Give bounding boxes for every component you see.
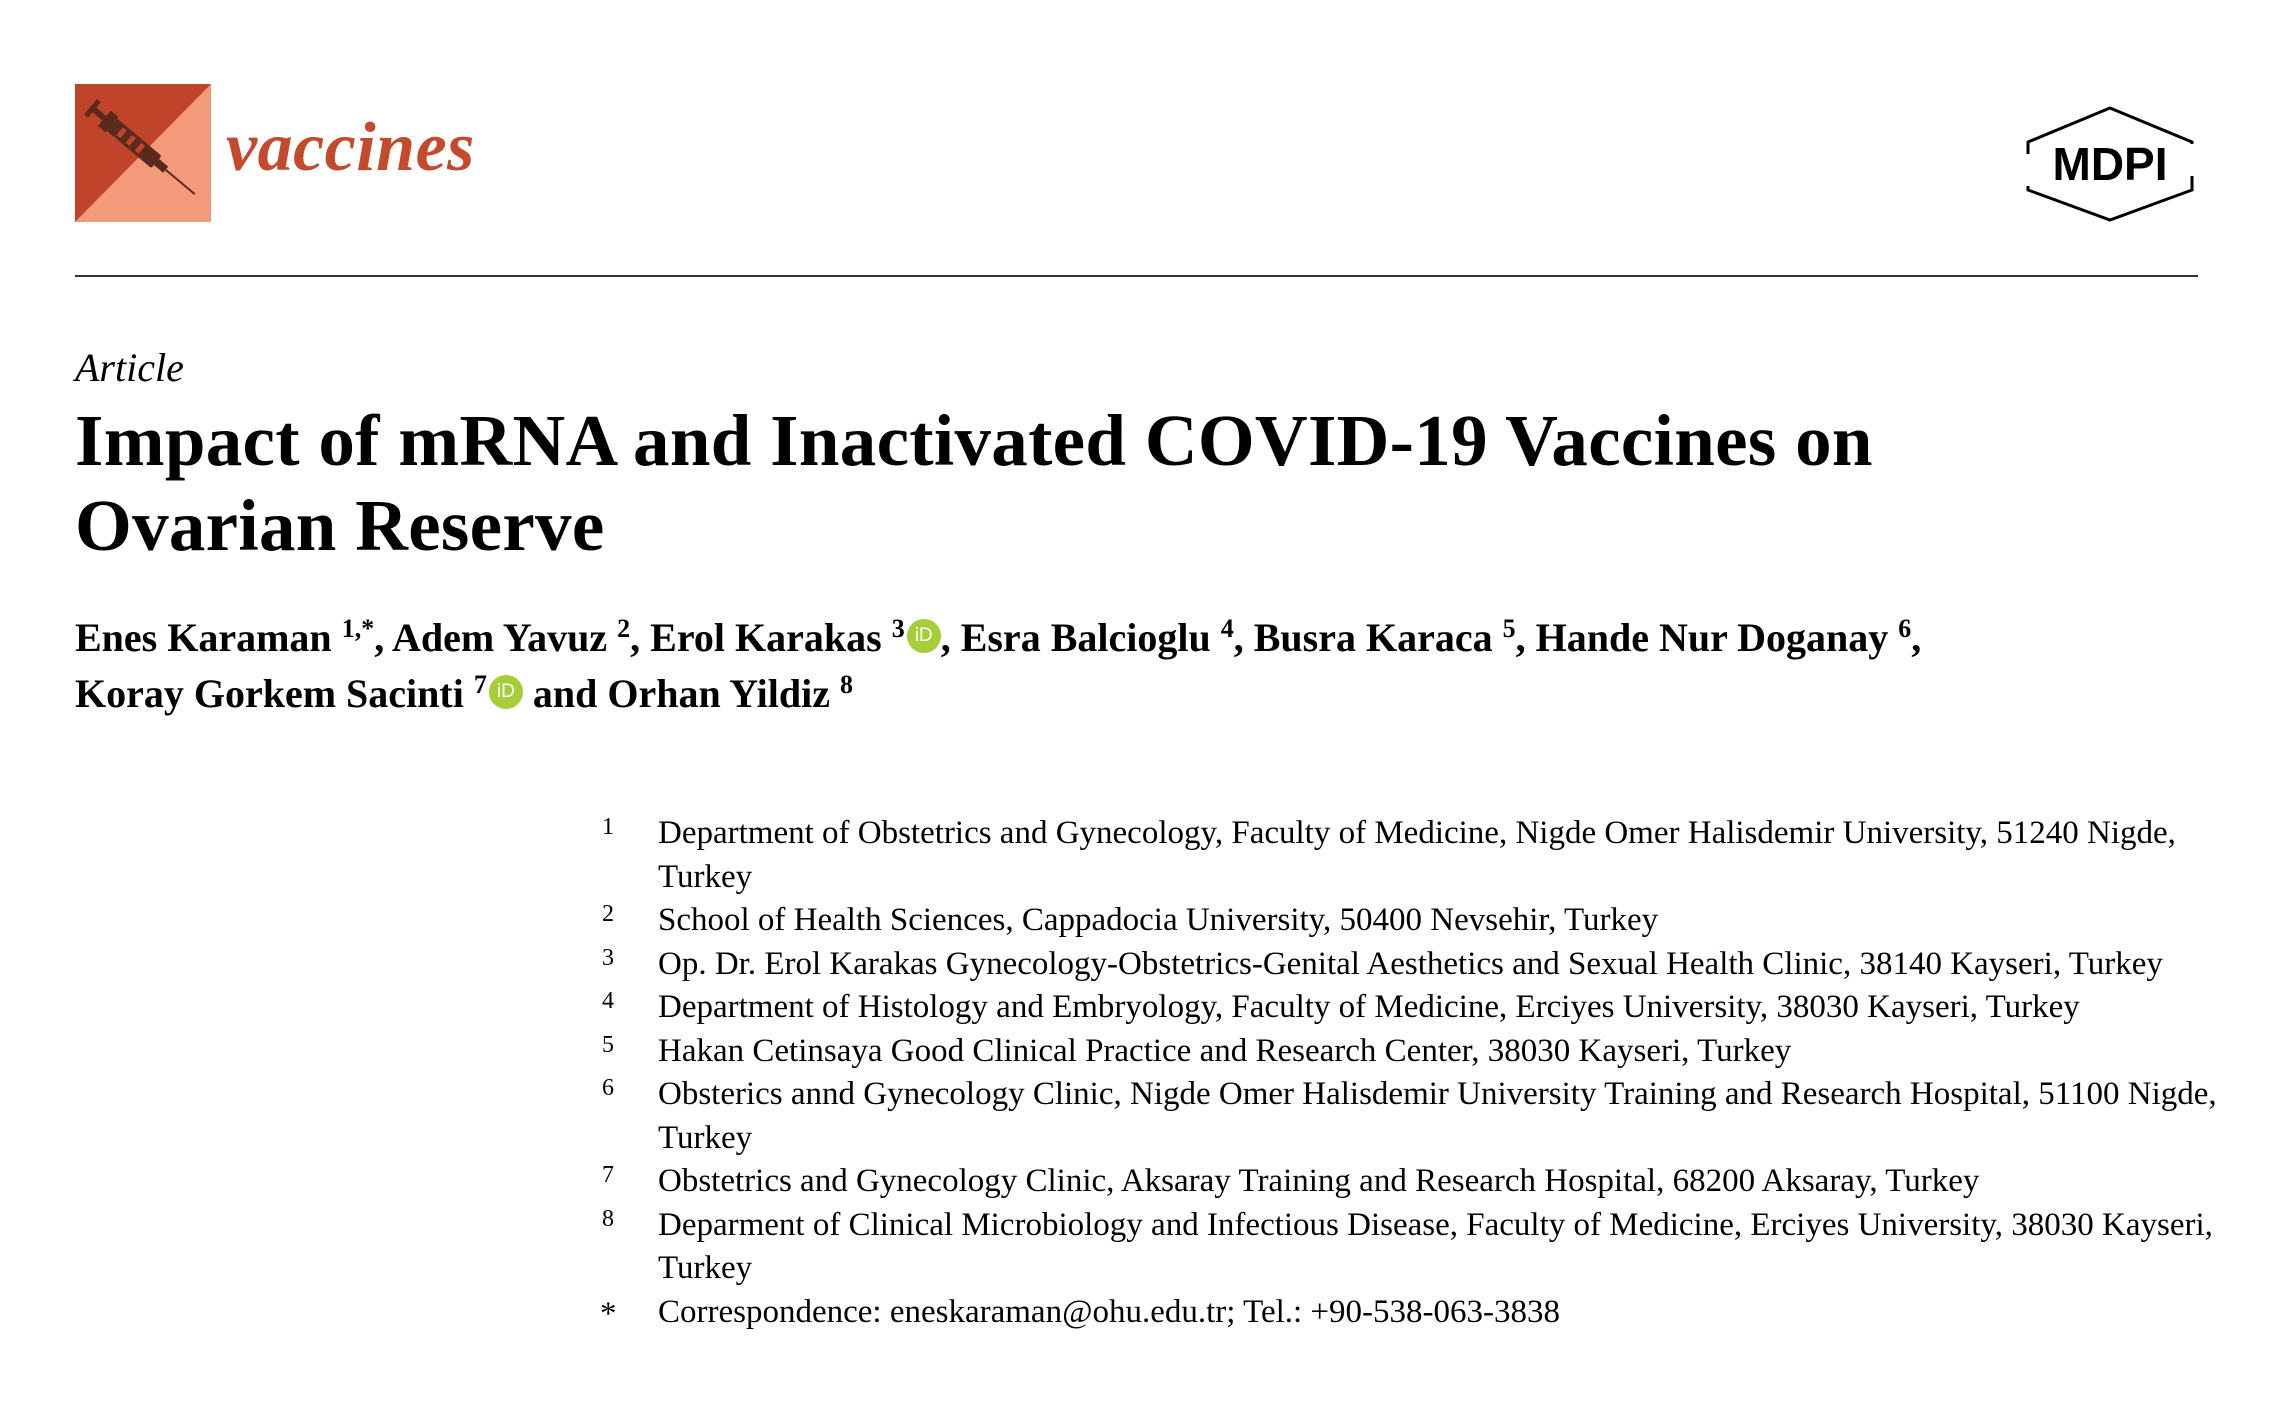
author-name: Erol Karakas xyxy=(650,615,882,660)
affiliation-number: 1 xyxy=(602,814,614,840)
correspondence xyxy=(598,1291,2218,1335)
affiliation-text: School of Health Sciences, Cappadocia University, 50400 Nevsehir, Turkey xyxy=(658,902,1659,938)
affiliation-number: 4 xyxy=(602,988,614,1014)
author-affiliation-ref: 7 xyxy=(473,670,487,699)
author-name: Enes Karaman xyxy=(75,615,332,660)
article-title: Impact of mRNA and Inactivated COVID-19 Vaccines on Ovarian Reserve xyxy=(75,400,1873,566)
affiliation-number: 5 xyxy=(602,1031,614,1058)
publisher-name: MDPI xyxy=(2052,138,2168,190)
affiliation-item xyxy=(598,1073,2218,1160)
author-name: Orhan Yildiz xyxy=(607,671,830,716)
affiliation-text: Op. Dr. Erol Karakas Gynecology-Obstetrics-Genital Aesthetics and Sexual Health Clinic, 38140 Kayseri, Turkey xyxy=(658,945,2163,982)
journal-name: vaccines xyxy=(226,109,475,186)
affiliation-text: Hakan Cetinsaya Good Clinical Practice and Research Center, 38030 Kayseri, Turkey xyxy=(658,1032,1792,1069)
affiliation-item xyxy=(598,1204,2218,1291)
journal-logo xyxy=(75,84,211,222)
affiliation-number: 2 xyxy=(602,901,614,927)
author-affiliation-ref: 1,* xyxy=(341,614,375,643)
author-affiliation-ref: 6 xyxy=(1898,614,1912,643)
affiliation-text: Deparment of Clinical Microbiology and Infectious Disease, Faculty of Medicine, Erciyes University, 38030 Kayseri, Turkey xyxy=(658,1206,2213,1286)
affiliation-item xyxy=(598,986,2218,1030)
author-name: Adem Yavuz xyxy=(391,615,608,660)
author-list: Enes Karaman $^{1,*}$, Adem Yavuz $^2$, Erol Karakas $^3$ iD , Esra Balcioglu $^4$, Busra Karaca $^5$, Hande Nur Doganay $^6$, Koray Gorkem Sacinti $^7$ iD and Orhan Yildiz $^8$ xyxy=(75,614,1922,716)
affiliation-item xyxy=(598,812,2218,899)
author-affiliation-ref: 8 xyxy=(839,670,853,699)
affiliation-text: Department of Histology and Embryology, Faculty of Medicine, Erciyes University, 38030 Kayseri, Turkey xyxy=(658,989,2080,1025)
author-affiliation-ref: 2 xyxy=(617,614,631,643)
author-name: Busra Karaca xyxy=(1253,615,1493,660)
affiliation-number: 6 xyxy=(602,1075,614,1101)
affiliation-item xyxy=(598,899,2218,943)
affiliation-number: 8 xyxy=(602,1205,614,1232)
orcid-icon[interactable]: iD xyxy=(489,675,523,709)
author-name: Esra Balcioglu xyxy=(960,615,1211,660)
author-affiliation-ref: 5 xyxy=(1502,614,1516,643)
affiliation-number: 7 xyxy=(602,1162,614,1188)
affiliation-item xyxy=(598,943,2218,987)
affiliation-text: Obsterics annd Gynecology Clinic, Nigde Omer Halisdemir University Training and Research Hospital, 51100 Nigde, Turkey xyxy=(658,1076,2217,1156)
author-affiliation-ref: 4 xyxy=(1220,614,1234,643)
article-type: Article xyxy=(75,345,184,390)
correspondence-text: Correspondence: eneskaraman@ohu.edu.tr; Tel.: +90-538-063-3838 xyxy=(658,1293,1561,1330)
author-affiliation-ref: 3 xyxy=(891,614,905,643)
affiliation-text: Obstetrics and Gynecology Clinic, Aksaray Training and Research Hospital, 68200 Aksaray, Turkey xyxy=(658,1163,1980,1199)
affiliation-number: 3 xyxy=(602,944,614,971)
publisher-logo xyxy=(2022,104,2198,224)
orcid-icon[interactable]: iD xyxy=(907,619,941,653)
author-name: Koray Gorkem Sacinti xyxy=(75,671,464,716)
header-divider xyxy=(75,275,2198,277)
affiliation-list xyxy=(598,812,2218,1334)
affiliation-item xyxy=(598,1160,2218,1204)
correspondence-marker: * xyxy=(600,1295,617,1332)
author-name: Hande Nur Doganay xyxy=(1535,615,1889,660)
affiliation-text: Department of Obstetrics and Gynecology, Faculty of Medicine, Nigde Omer Halisdemir University, 51240 Nigde, Turkey xyxy=(658,815,2176,895)
affiliation-item xyxy=(598,1030,2218,1074)
